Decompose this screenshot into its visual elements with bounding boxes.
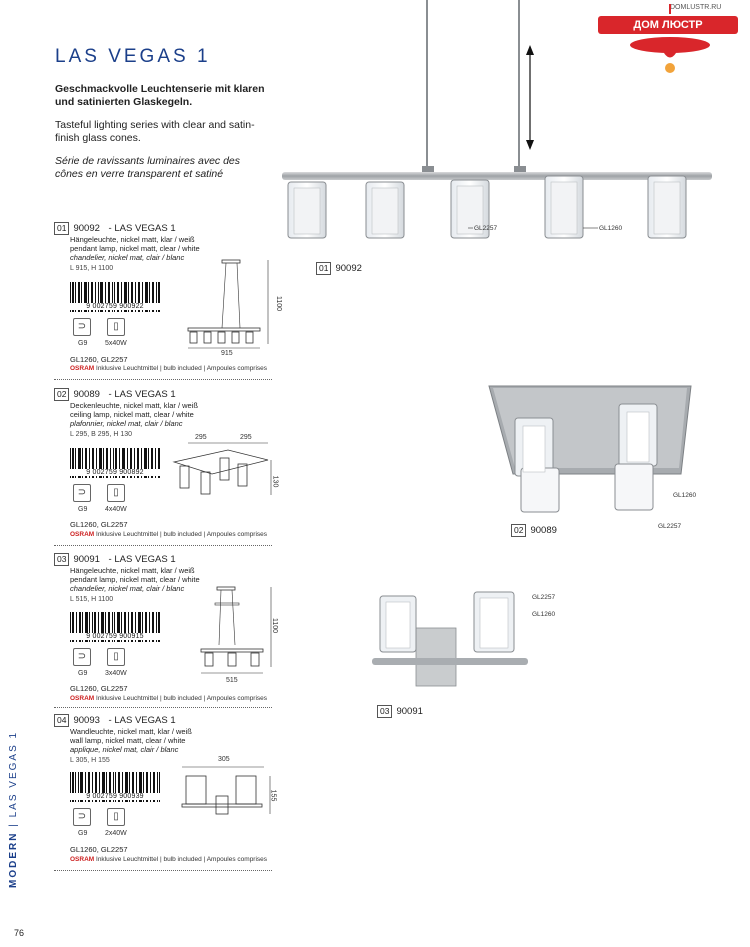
desc-french: applique, nickel mat, clair / blanc xyxy=(70,745,179,754)
sketch-width: 295 xyxy=(195,434,207,441)
osram-note: OSRAM Inklusive Leuchtmittel | bulb included | Ampoules comprises xyxy=(70,365,268,372)
desc-german: Wandleuchte, nickel matt, klar / weiß xyxy=(70,727,192,736)
bulb-label: 5x40W xyxy=(105,340,127,347)
item-code: 90091 xyxy=(73,554,100,565)
product-item-04 xyxy=(54,714,272,764)
item-dimensions: L 295, B 295, H 130 xyxy=(70,431,133,438)
item-name: LAS VEGAS 1 xyxy=(114,223,176,234)
photo-label-02: 02 90089 xyxy=(511,524,557,537)
glass-codes: GL1260, GL2257 xyxy=(70,520,128,529)
osram-note: OSRAM Inklusive Leuchtmittel | bulb included | Ampoules comprises xyxy=(70,531,268,538)
socket-label: G9 xyxy=(78,506,88,513)
barcode-number: 9 002759 900915 xyxy=(70,633,160,640)
item-code: 90092 xyxy=(73,223,100,234)
item-number: 03 xyxy=(54,553,69,566)
glass-codes: GL1260, GL2257 xyxy=(70,845,128,854)
osram-note: OSRAM Inklusive Leuchtmittel | bulb included | Ampoules comprises xyxy=(70,856,268,863)
logo-url[interactable]: DOMLUSTR.RU xyxy=(670,4,722,11)
logo-text: ДОМ ЛЮСТР xyxy=(598,16,738,34)
bulb-icon: ▯ xyxy=(107,648,125,666)
osram-note: OSRAM Inklusive Leuchtmittel | bulb included | Ampoules comprises xyxy=(70,695,268,702)
intro-german: Geschmackvolle Leuchtenserie mit klaren und satinierten Glaskegeln. xyxy=(55,83,265,108)
sketch-height: 1100 xyxy=(275,295,283,312)
desc-french: chandelier, nickel mat, clair / blanc xyxy=(70,253,185,262)
product-sketch xyxy=(168,440,278,510)
item-dimensions: L 915, H 1100 xyxy=(70,265,114,272)
product-photo-90091 xyxy=(368,590,533,690)
desc-english: wall lamp, nickel matt, clear / white xyxy=(70,736,186,745)
photo-label-03: 03 90091 xyxy=(377,705,423,718)
product-photo-90089 xyxy=(485,378,695,518)
bulb-label: 3x40W xyxy=(105,670,127,677)
page-number: 76 xyxy=(14,928,25,938)
sketch-height: 155 xyxy=(269,789,277,802)
sketch-width: 515 xyxy=(226,677,238,684)
callout-glass: GL1260 xyxy=(532,611,556,618)
item-separator: - xyxy=(105,715,115,726)
sketch-width: 305 xyxy=(218,756,230,763)
bulb-label: 4x40W xyxy=(105,506,127,513)
item-dimensions: L 515, H 1100 xyxy=(70,596,114,603)
callout-glass: GL1260 xyxy=(673,492,697,499)
bulb-icon: ▯ xyxy=(107,318,125,336)
item-name: LAS VEGAS 1 xyxy=(114,389,176,400)
desc-english: pendant lamp, nickel matt, clear / white xyxy=(70,244,200,253)
bulb-label: 2x40W xyxy=(105,830,127,837)
glass-codes: GL1260, GL2257 xyxy=(70,684,128,693)
barcode-number: 9 002759 900922 xyxy=(70,303,160,310)
bulb-icon: ▯ xyxy=(107,808,125,826)
photo-label-01: 01 90092 xyxy=(316,262,362,275)
item-dimensions: L 305, H 155 xyxy=(70,757,110,764)
sketch-height: 1100 xyxy=(271,617,279,634)
socket-icon: ⊃ xyxy=(73,648,91,666)
item-separator: - xyxy=(105,223,115,234)
bulb-icon: ▯ xyxy=(107,484,125,502)
item-separator: - xyxy=(105,554,115,565)
socket-label: G9 xyxy=(78,830,88,837)
callout-glass: GL2257 xyxy=(658,523,682,530)
glass-codes: GL1260, GL2257 xyxy=(70,355,128,364)
desc-english: ceiling lamp, nickel matt, clear / white xyxy=(70,410,194,419)
item-separator: - xyxy=(105,389,115,400)
item-number: 02 xyxy=(54,388,69,401)
socket-icon: ⊃ xyxy=(73,484,91,502)
sketch-width: 915 xyxy=(221,350,233,357)
sketch-height: 130 xyxy=(271,475,279,488)
item-code: 90089 xyxy=(73,389,100,400)
desc-english: pendant lamp, nickel matt, clear / white xyxy=(70,575,200,584)
product-sketch xyxy=(195,585,280,680)
callout-glass: GL2257 xyxy=(532,594,556,601)
barcode-number: 9 002759 900892 xyxy=(70,469,160,476)
desc-french: chandelier, nickel mat, clair / blanc xyxy=(70,584,185,593)
product-sketch xyxy=(178,762,278,822)
item-number: 04 xyxy=(54,714,69,727)
desc-french: plafonnier, nickel mat, clair / blanc xyxy=(70,419,183,428)
item-name: LAS VEGAS 1 xyxy=(114,715,176,726)
divider xyxy=(54,707,272,708)
divider xyxy=(54,379,272,380)
side-category-label: MODERN | LAS VEGAS 1 xyxy=(8,730,19,888)
divider xyxy=(54,870,272,871)
desc-german: Hängeleuchte, nickel matt, klar / weiß xyxy=(70,566,195,575)
item-name: LAS VEGAS 1 xyxy=(114,554,176,565)
item-number: 01 xyxy=(54,222,69,235)
callout-glass: GL2257 xyxy=(474,225,498,232)
intro-french: Série de ravissants luminaires avec des cônes en verre transparent et satiné xyxy=(55,155,241,180)
callout-glass: GL1260 xyxy=(599,225,623,232)
socket-icon: ⊃ xyxy=(73,318,91,336)
product-item-02 xyxy=(54,388,272,438)
page-title: LAS VEGAS 1 xyxy=(55,46,211,67)
item-code: 90093 xyxy=(73,715,100,726)
sketch-width-2: 295 xyxy=(240,434,252,441)
desc-german: Deckenleuchte, nickel matt, klar / weiß xyxy=(70,401,198,410)
product-photo-90092 xyxy=(278,0,718,250)
intro-english: Tasteful lighting series with clear and satin-finish glass cones. xyxy=(55,119,255,144)
socket-label: G9 xyxy=(78,670,88,677)
socket-icon: ⊃ xyxy=(73,808,91,826)
barcode-number: 9 002759 900939 xyxy=(70,793,160,800)
socket-label: G9 xyxy=(78,340,88,347)
desc-german: Hängeleuchte, nickel matt, klar / weiß xyxy=(70,235,195,244)
product-sketch xyxy=(180,258,275,353)
divider xyxy=(54,545,272,546)
